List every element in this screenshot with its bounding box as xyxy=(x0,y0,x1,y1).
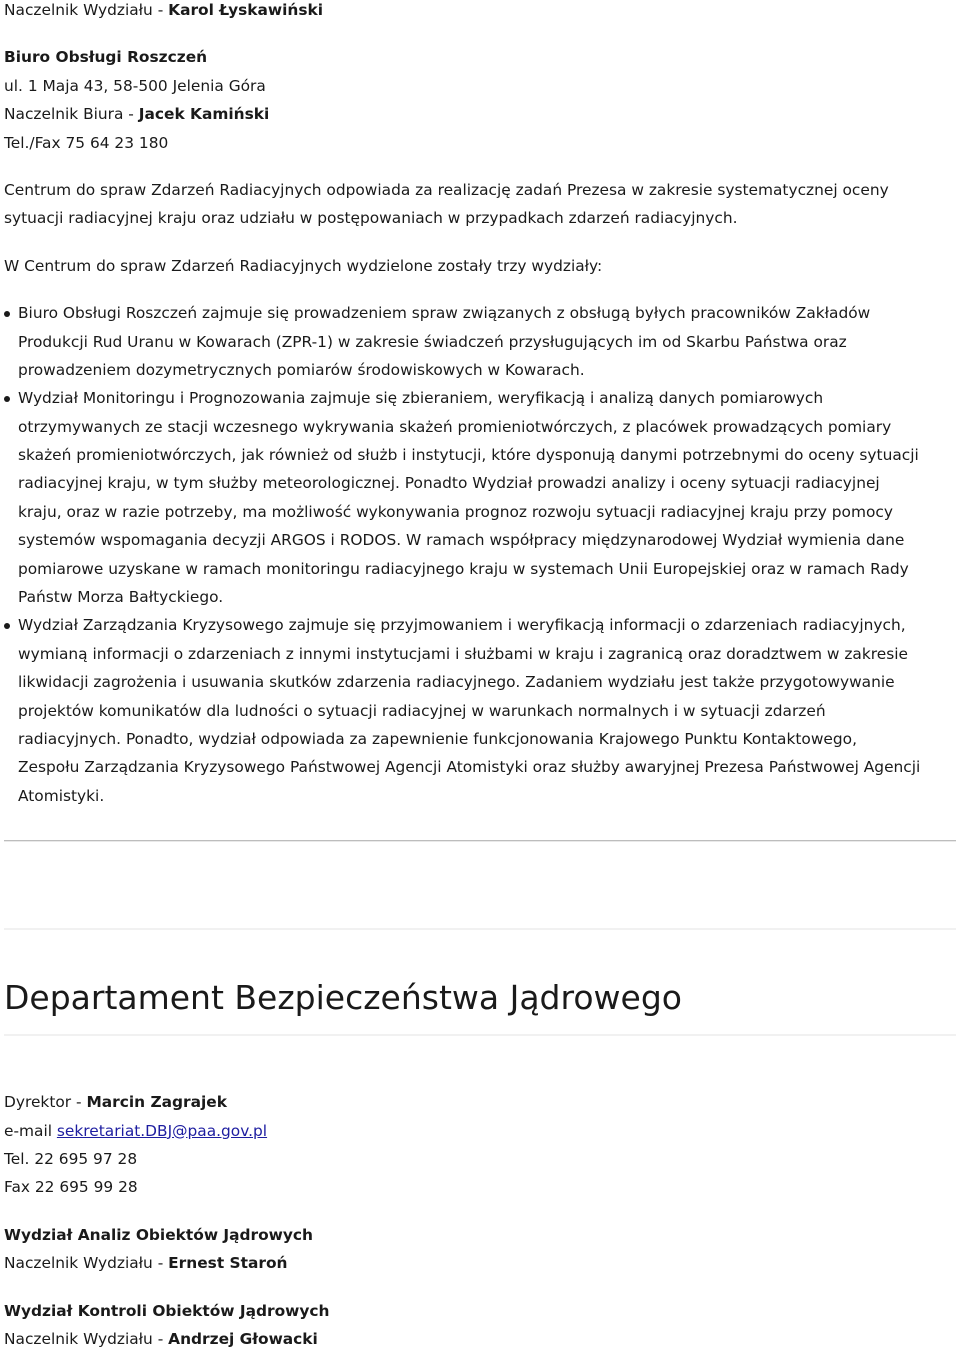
biuro-head xyxy=(4,100,956,128)
department-title: Departament Bezpieczeństwa Jądrowego xyxy=(4,978,682,1018)
unit-head xyxy=(4,1325,956,1353)
unit-head-name: Ernest Staroń xyxy=(168,1254,288,1273)
spacer xyxy=(4,157,956,176)
list-item-line: Wydział Zarządzania Kryzysowego zajmuje się przyjmowaniem i weryfikacją informacji o zdarzeniach radiacyjnych, xyxy=(18,616,906,635)
list-item-line: Atomistyki. xyxy=(18,786,105,805)
unit-head-label: Naczelnik Wydziału - xyxy=(4,1329,169,1348)
biuro-head-name: Jacek Kamiński xyxy=(138,105,270,124)
list-item-line: Zespołu Zarządzania Kryzysowego Państwowej Agencji Atomistyki oraz służby awaryjnej Prezesa Państwowej Agencji xyxy=(18,758,921,777)
list-item-line: Państw Morza Bałtyckiego. xyxy=(18,588,224,607)
list-item-line: pomiarowe uzyskane w ramach monitoringu radiacyjnego kraju w systemach Unii Europejskiej oraz w ramach Rady xyxy=(18,559,909,578)
unit-head-name: Andrzej Głowacki xyxy=(168,1329,318,1348)
list-item-line: projektów komunikatów dla ludności o sytuacji radiacyjnej w warunkach normalnych i w sytuacji zdarzeń xyxy=(18,701,826,720)
list-item-line: Produkcji Rud Uranu w Kowarach (ZPR-1) w zakresie świadczeń przysługujących im od Skarbu Państwa oraz xyxy=(18,332,847,351)
department-fax: Fax 22 695 99 28 xyxy=(4,1178,138,1197)
director xyxy=(4,1088,956,1116)
biuro-head-label: Naczelnik Biura - xyxy=(4,105,139,124)
list-item-line: skażeń promieniotwórczych, jak również od służb i instytucji, które dysponują danymi potrzebnymi do oceny sytuacji xyxy=(18,446,919,465)
prev-head-label: Naczelnik Wydziału - xyxy=(4,1,169,19)
list-item-line: radiacyjnej kraju, w tym służby meteorologicznej. Ponadto Wydział prowadzi analizy i oceny sytuacji radiacyjnej xyxy=(18,474,880,493)
spacer xyxy=(4,233,956,252)
unit-title xyxy=(4,1297,956,1325)
spacer xyxy=(4,1202,956,1221)
list-item-line: kraju, oraz w razie potrzeby, ma możliwość wykonywania prognoz rozwoju sytuacji radiacyjnej kraju przy pomocy xyxy=(18,502,893,521)
spacer xyxy=(4,930,956,976)
biuro-phone: Tel./Fax 75 64 23 180 xyxy=(4,133,169,152)
unit-head-label: Naczelnik Wydziału - xyxy=(4,1254,169,1273)
spacer xyxy=(4,280,956,299)
unit-head xyxy=(4,1249,956,1277)
unit-title xyxy=(4,1221,956,1249)
list-item xyxy=(4,384,956,611)
list-item xyxy=(4,299,956,384)
spacer xyxy=(4,810,956,840)
email-row xyxy=(4,1117,956,1145)
biuro-title xyxy=(4,43,956,71)
list-item-line: Wydział Monitoringu i Prognozowania zajmuje się zbieraniem, weryfikacją i analizą danych pomiarowych xyxy=(18,389,824,408)
director-name: Marcin Zagrajek xyxy=(86,1093,227,1112)
spacer xyxy=(4,1278,956,1297)
centrum-intro-line: Centrum do spraw Zdarzeń Radiacyjnych odpowiada za realizację zadań Prezesa w zakresie systematycznej oceny xyxy=(4,180,889,199)
list-item-line: prowadzeniem dozymetrycznych pomiarów środowiskowych w Kowarach. xyxy=(18,360,585,379)
divisions-intro: W Centrum do spraw Zdarzeń Radiacyjnych wydzielone zostały trzy wydziały: xyxy=(4,256,603,275)
divisions-list xyxy=(4,299,956,810)
list-item-line: radiacyjnych. Ponadto, wydział odpowiada za zapewnienie funkcjonowania Krajowego Punktu Kontaktowego, xyxy=(18,729,857,748)
centrum-intro-line: sytuacji radiacyjnej kraju oraz udziału w postępowaniach w przypadkach zdarzeń radiacyjnych. xyxy=(4,209,738,228)
list-item-line: wymianą informacji o zdarzeniach z innymi instytucjami i służbami w kraju i zagranicą oraz doradztwem w zakresie xyxy=(18,644,908,663)
email-link[interactable]: sekretariat.DBJ@paa.gov.pl xyxy=(56,1121,268,1140)
list-item-line: systemów wspomagania decyzji ARGOS i RODOS. W ramach współpracy międzynarodowej Wydział wymienia dane xyxy=(18,531,905,550)
spacer xyxy=(4,1020,956,1034)
biuro-title-text: Biuro Obsługi Roszczeń xyxy=(4,48,208,67)
spacer xyxy=(4,1036,956,1088)
biuro-address: ul. 1 Maja 43, 58-500 Jelenia Góra xyxy=(4,76,266,95)
centrum-intro xyxy=(4,176,956,233)
document-page xyxy=(4,0,956,1353)
list-item-line: likwidacji zagrożenia i usuwania skutków zdarzenia radiacyjnego. Zadaniem wydziału jest także przygotowywanie xyxy=(18,673,895,692)
department-phone: Tel. 22 695 97 28 xyxy=(4,1149,138,1168)
spacer xyxy=(4,842,956,928)
list-item-line: Biuro Obsługi Roszczeń zajmuje się prowadzeniem spraw związanych z obsługą byłych pracowników Zakładów xyxy=(18,304,871,323)
email-label: e-mail xyxy=(4,1121,57,1140)
unit-title-text: Wydział Kontroli Obiektów Jądrowych xyxy=(4,1301,330,1320)
list-item xyxy=(4,611,956,810)
prev-division-head xyxy=(4,0,956,24)
prev-head-name: Karol Łyskawiński xyxy=(168,1,324,19)
director-label: Dyrektor - xyxy=(4,1093,87,1112)
list-item-line: otrzymywanych ze stacji wczesnego wykrywania skażeń promieniotwórczych, z placówek prowadzących pomiary xyxy=(18,417,892,436)
unit-title-text: Wydział Analiz Obiektów Jądrowych xyxy=(4,1225,314,1244)
spacer xyxy=(4,24,956,43)
